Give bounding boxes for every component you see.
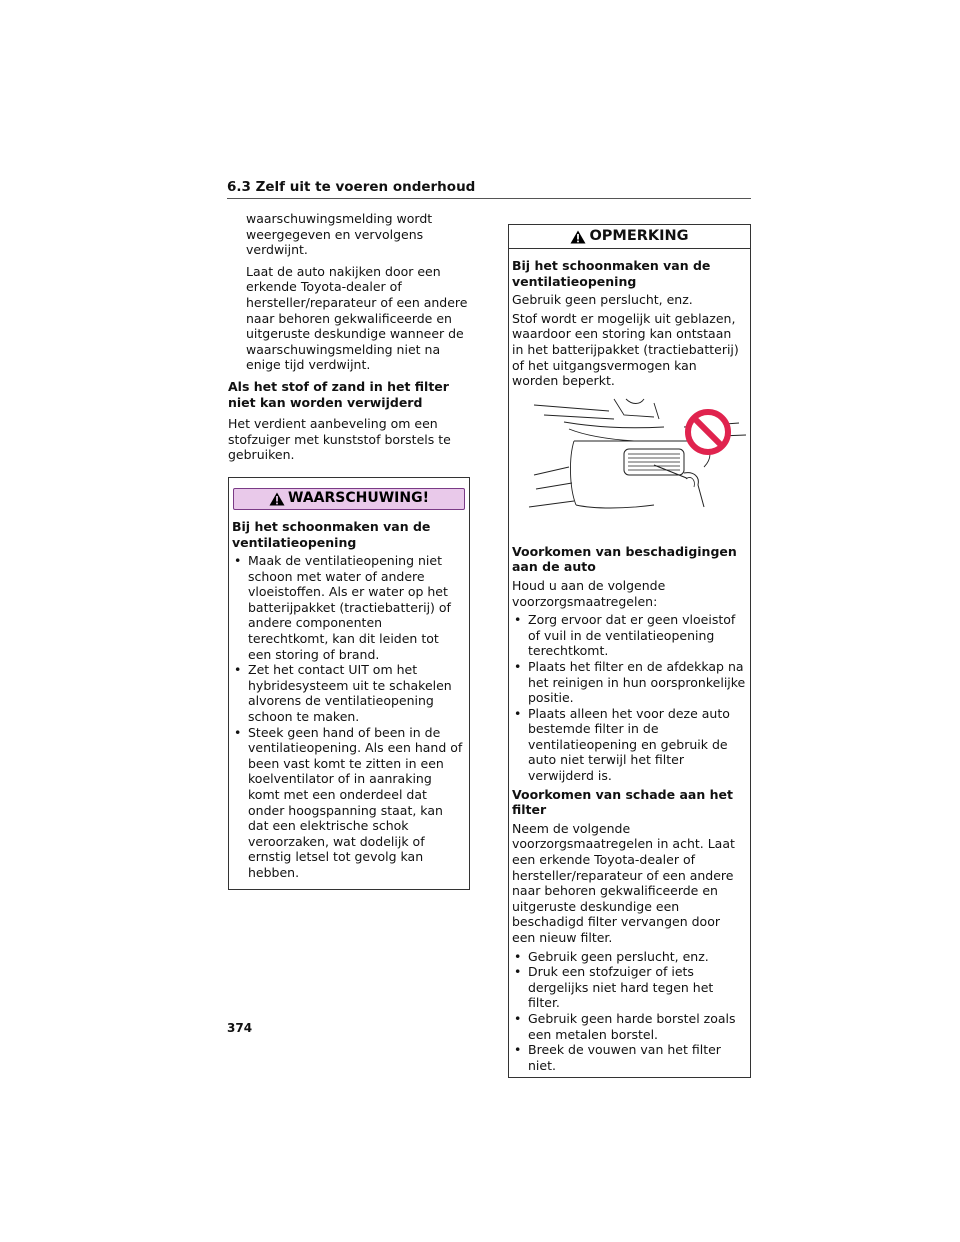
page-number: 374: [227, 1021, 253, 1035]
warning-triangle-icon: [269, 492, 285, 506]
list-item: • Plaats het filter en de afdekkap na het reinigen in hun oorspronkelijke positie.: [514, 658, 746, 706]
notice-heading-damage-car: Voorkomen van beschadigingen aan de auto: [512, 543, 737, 575]
notice-box: [508, 224, 751, 1078]
bullet-icon: •: [514, 948, 522, 964]
bullet-icon: •: [234, 724, 242, 740]
list-item: • Breek de vouwen van het filter niet.: [514, 1042, 721, 1073]
list-item: • Plaats alleen het voor deze auto bestemde filter in de ventilatieopening en gebruik de auto niet terwijl het filter verwijderd is.: [514, 705, 730, 784]
bullet-icon: •: [234, 553, 242, 569]
car-precautions-list: [512, 612, 746, 784]
list-item: • Gebruik geen harde borstel zoals een metalen borstel.: [514, 1010, 736, 1042]
warning-bullet-list: [232, 553, 465, 880]
bullet-icon: •: [514, 964, 522, 980]
list-item: • Steek geen hand of been in de ventilatieopening. Als een hand of been vast komt te zitten in een koelventilator of in aanraking komt met een onderdeel dat onder hoogspanning staat, kan dat een elektrische schok veroorzaken, wat dodelijk of ernstig letsel tot gevolg kan hebben.: [234, 724, 463, 880]
filter-precautions-paragraph: Neem de volgende voorzorgsmaatregelen in acht. Laat een erkende Toyota-dealer of hersteller/reparateur of een andere naar behoren gekwalificeerde en uitgeruste deskundige een beschadigd filter vervangen door een nieuw filter.: [512, 820, 735, 945]
warning-box: [228, 477, 470, 890]
filter-dust-heading: Als het stof of zand in het filter niet kan worden verwijderd: [228, 378, 449, 410]
left-column: [228, 211, 470, 890]
list-item: • Zorg ervoor dat er geen vloeistof of vuil in de ventilatieopening terechtkomt.: [514, 612, 736, 659]
section-header: 6.3 Zelf uit te voeren onderhoud: [227, 179, 751, 199]
list-item: • Zet het contact UIT om het hybridesysteem uit te schakelen alvorens de ventilatieopening schoon te maken.: [234, 662, 452, 725]
continued-paragraph: waarschuwingsmelding wordt weergegeven en vervolgens verdwijnt.: [246, 211, 433, 258]
filter-precautions-list: [512, 949, 746, 1074]
bullet-icon: •: [234, 662, 242, 678]
bullet-icon: •: [514, 1010, 522, 1026]
warning-body: [229, 510, 469, 881]
vacuum-advice-paragraph: Het verdient aanbeveling om een stofzuiger met kunststof borstels te gebruiken.: [228, 416, 451, 463]
warning-triangle-icon: [570, 230, 586, 244]
notice-body: [509, 249, 750, 1073]
list-item: • Gebruik geen perslucht, enz.: [514, 948, 709, 964]
notice-title: OPMERKING: [589, 227, 689, 244]
precautions-paragraph: Houd u aan de volgende voorzorgsmaatregelen:: [512, 577, 666, 609]
notice-title-bar: [509, 225, 750, 249]
bullet-icon: •: [514, 658, 522, 674]
list-item: • Druk een stofzuiger of iets dergelijks niet hard tegen het filter.: [514, 964, 714, 1011]
bullet-icon: •: [514, 612, 522, 628]
vent-cleaning-illustration: [514, 397, 750, 532]
notice-heading-damage-filter: Voorkomen van schade aan het filter: [512, 786, 733, 818]
right-column: [508, 224, 751, 1078]
warning-title: WAARSCHUWING!: [288, 490, 429, 507]
warning-heading: Bij het schoonmaken van de ventilatieopening: [232, 518, 431, 550]
bullet-icon: •: [514, 1042, 522, 1058]
warning-title-bar: [233, 488, 465, 510]
dealer-advice-paragraph: Laat de auto nakijken door een erkende Toyota-dealer of hersteller/reparateur of een andere naar behoren gekwalificeerde en uitgeruste deskundige wanneer de waarschuwingsmelding niet na enige tijd verdwijnt.: [246, 263, 468, 373]
notice-heading-cleaning: Bij het schoonmaken van de ventilatieopening: [512, 258, 711, 289]
list-item: • Maak de ventilatieopening niet schoon met water of andere vloeistoffen. Als er water op het batterijpakket (tractiebatterij) of andere componenten terechtkomt, kan dit leiden tot een storing of brand.: [234, 553, 451, 662]
no-compressed-air-paragraph: Gebruik geen perslucht, enz.: [512, 292, 693, 308]
dust-blown-paragraph: Stof wordt er mogelijk uit geblazen, waardoor een storing kan ontstaan in het batterijpakket (tractiebatterij) of het uitgangsvermogen kan worden beperkt.: [512, 310, 739, 389]
bullet-icon: •: [514, 705, 522, 721]
